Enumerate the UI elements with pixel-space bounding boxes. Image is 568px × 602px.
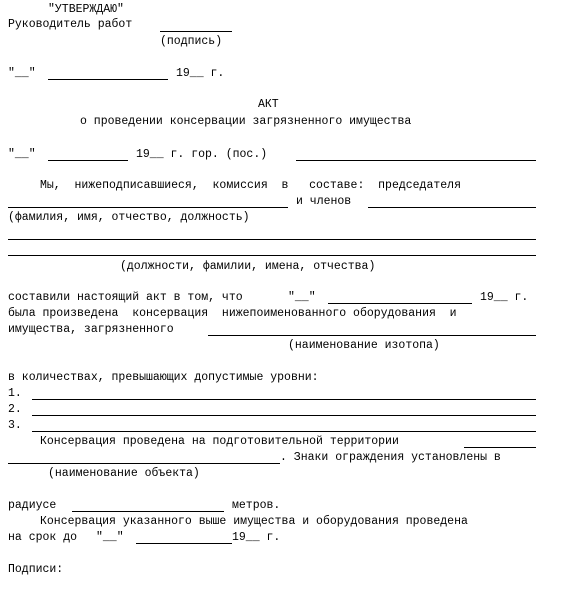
head-label: Руководитель работ (8, 18, 133, 31)
act-date-quote: "__" (8, 148, 36, 161)
members-label: и членов (296, 195, 352, 208)
meters-label: метров. (232, 499, 281, 512)
item-2-number: 2. (8, 403, 22, 416)
radius-label: радиусе (8, 499, 57, 512)
body-line-2: была произведена консервация нижепоименованного оборудования и (8, 307, 457, 320)
members-field-2[interactable] (8, 239, 536, 240)
item-3-field[interactable] (32, 431, 536, 432)
conservation-date-field[interactable] (328, 303, 472, 304)
approve-date-year: 19__ г. (176, 67, 225, 80)
members-field-1[interactable] (368, 207, 536, 208)
period-date-year: 19__ г. (232, 531, 281, 544)
approve-date-quote: "__" (8, 67, 36, 80)
period-date-quote: "__" (96, 531, 124, 544)
chairman-caption: (фамилия, имя, отчество, должность) (8, 211, 250, 224)
territory-field-1[interactable] (464, 447, 536, 448)
approve-label: "УТВЕРЖДАЮ" (48, 3, 124, 16)
body-line-3: имущества, загрязненного (8, 323, 174, 336)
territory-line: Консервация проведена на подготовительной территории (40, 435, 399, 448)
radius-field[interactable] (72, 511, 224, 512)
body-date-quote: "__" (288, 291, 316, 304)
item-2-field[interactable] (32, 415, 536, 416)
quantities-label: в количествах, превышающих допустимые уровни: (8, 371, 319, 384)
doc-title: АКТ (258, 98, 279, 111)
members-field-3[interactable] (8, 255, 536, 256)
isotope-caption: (наименование изотопа) (288, 339, 440, 352)
fence-line: . Знаки ограждения установлены в (280, 451, 501, 464)
period-line-1: Консервация указанного выше имущества и оборудования проведена (40, 515, 468, 528)
item-1-field[interactable] (32, 399, 536, 400)
period-date-field[interactable] (136, 543, 232, 544)
head-signature-field[interactable] (160, 31, 232, 32)
item-3-number: 3. (8, 419, 22, 432)
approve-date-field[interactable] (48, 79, 168, 80)
body-line-1: составили настоящий акт в том, что (8, 291, 243, 304)
doc-subtitle: о проведении консервации загрязненного имущества (80, 115, 412, 128)
signature-caption: (подпись) (160, 35, 223, 48)
act-date-field[interactable] (48, 160, 128, 161)
members-caption: (должности, фамилии, имена, отчества) (120, 260, 376, 273)
act-year-city: 19__ г. гор. (пос.) (136, 148, 268, 161)
city-field[interactable] (296, 160, 536, 161)
chairman-field[interactable] (8, 207, 288, 208)
period-line-2: на срок до (8, 531, 78, 544)
object-caption: (наименование объекта) (48, 467, 200, 480)
isotope-field[interactable] (208, 335, 536, 336)
item-1-number: 1. (8, 387, 22, 400)
signatures-label: Подписи: (8, 563, 64, 576)
commission-line: Мы, нижеподписавшиеся, комиссия в составе: председателя (40, 179, 461, 192)
body-date-year: 19__ г. (480, 291, 529, 304)
territory-field-2[interactable] (8, 463, 280, 464)
